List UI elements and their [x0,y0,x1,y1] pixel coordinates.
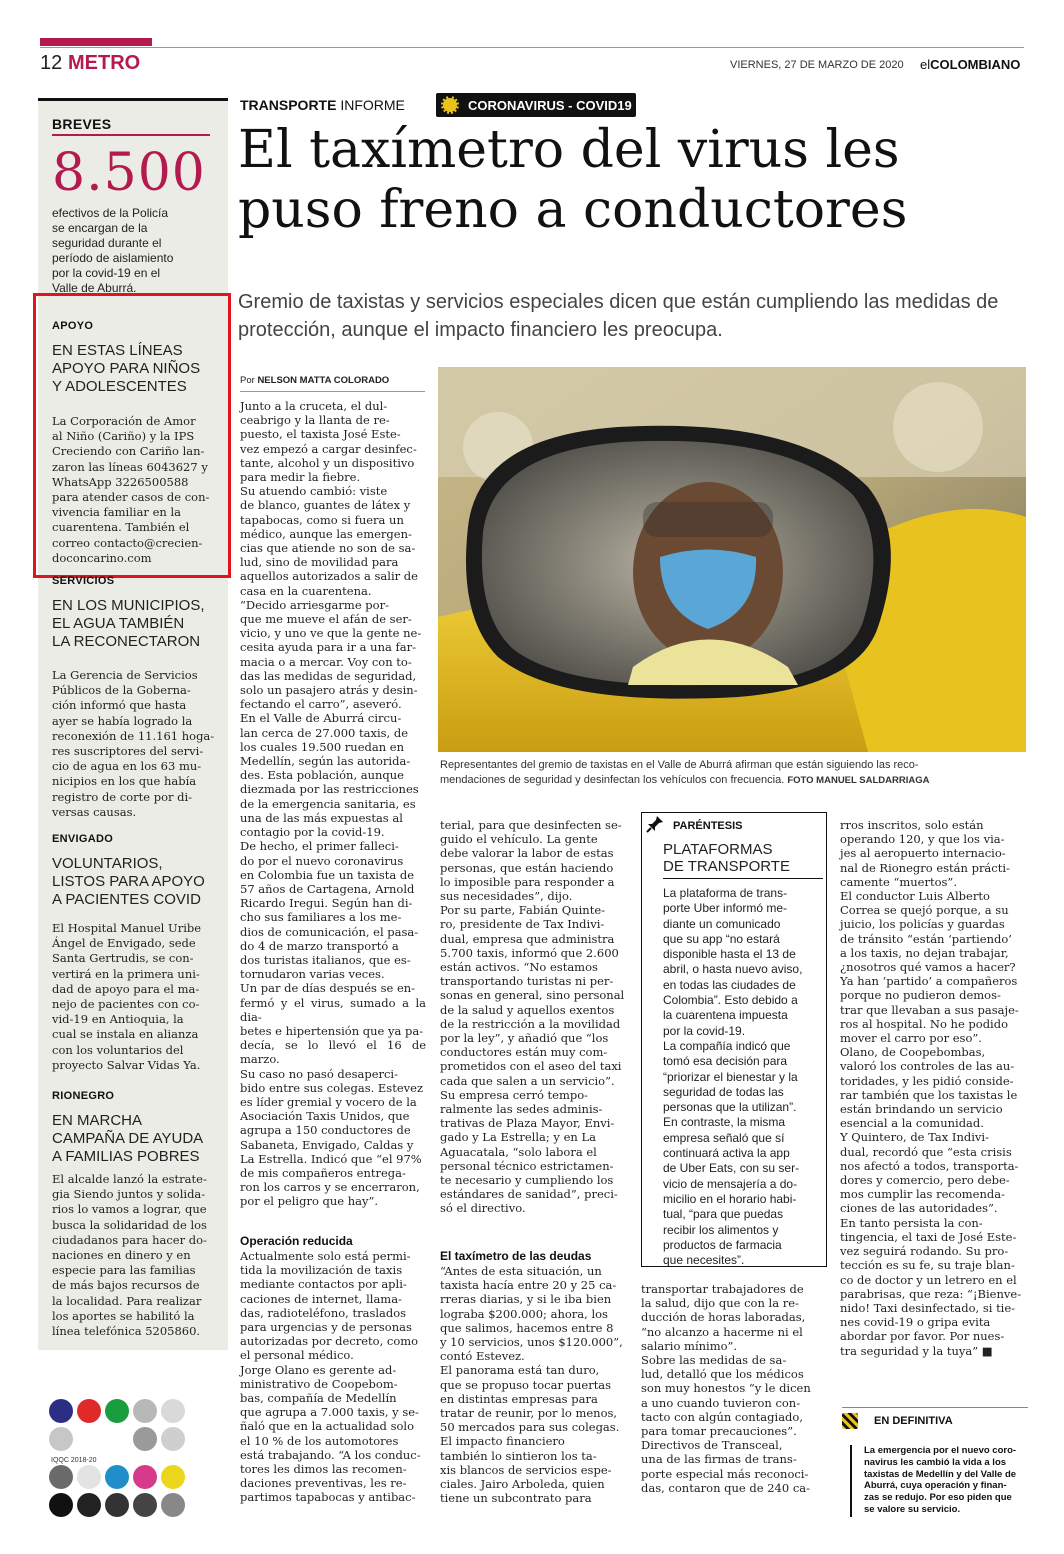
en-definitiva-body: La emergencia por el nuevo coro- navirus les cambió la vida a los taxistas de Medellín y del Valle de Aburrá, cuya operación y finan- zas se redujo. Por eso piden que se valore su servicio. [850,1445,1025,1517]
sidebar-top-rule [38,98,228,101]
color-bar-label: IQQC 2018-20 [51,1457,97,1464]
category-light: INFORME [340,97,405,113]
en-definitiva-rule [842,1407,1028,1408]
color-swatch [133,1465,157,1489]
logo-main: COLOMBIANO [930,57,1021,72]
color-swatch [161,1399,185,1423]
virus-icon [441,96,459,114]
header-rule [40,47,1024,48]
color-swatch [105,1493,129,1517]
envigado-heading: ENVIGADO [52,833,114,845]
photo-illustration [438,367,1026,752]
article-column-1b: Actualmente solo está permi- tida la movilización de taxis mediante contactos por apli- caciones de internet, llama- das, radioteléfono, traslados para urgencias y de personas autorizadas por decreto, como el personal médico. Jorge Olano es gerente ad- ministrativo de Coopebom- bas, compañía de Medellín que agrupa a 7.000 taxis, y se- ñaló que en la actualidad solo el 10 % de los automotores está trabajando. “A los conduc- tores les dimos las recomen- daciones preventivas, les re- partimos tapabocas y antibac- [240,1249,421,1505]
logo-prefix: el [920,57,931,72]
color-swatch [161,1427,185,1451]
servicios-heading: SERVICIOS [52,575,115,587]
color-swatch [77,1493,101,1517]
photo-caption [440,758,1025,788]
section-name: METRO [68,52,141,74]
rionegro-title: EN MARCHA CAMPAÑA DE AYUDA A FAMILIAS POBRES [52,1112,204,1165]
parentesis-body: La plataforma de trans- porte Uber informó me- diante un comunicado que su app “no estará disponible hasta el 13 de abril, o hasta nuevo aviso, en todas las ciudades de Colombia”. Esto debido a la cuarentena impuesta por la covid-19. La compañía indicó que tomó esa decisión para “priorizar el bienestar y la seguridad de todas las personas que la utilizan”. En contraste, la misma empresa señaló que sí continuará activa la app de Uber Eats, con su ser- vicio de mensajería a do- micilio en el horario habi- tual, “para que puedas recibir los alimentos y productos de farmacia que necesites”. [663,886,803,1268]
rionegro-heading: RIONEGRO [52,1090,115,1102]
byline-author: NELSON MATTA COLORADO [257,375,390,386]
byline [240,375,389,386]
caption-text: Representantes del gremio de taxistas en el Valle de Aburrá afirman que están siguiendo las reco- mendaciones de seguridad y desinfectan los vehículos con frecuencia. [440,759,919,786]
envigado-title: VOLUNTARIOS, LISTOS PARA APOYO A PACIENTES COVID [52,855,205,908]
breves-big-number: 8.500 [52,143,206,203]
color-registration-bar [45,1395,195,1520]
publication-date: VIERNES, 27 DE MARZO DE 2020 [730,59,904,71]
article-column-2b: “Antes de esta situación, un taxista hacía entre 20 y 25 ca- rreras diarias, y si le iba bien lograba $200.000; ahora, los que salimos, hacemos entre 8 y 10 servicios, unos $120.000”, contó Estevez. El panorama está tan duro, que se propuso tocar puertas en distintas empresas para tratar de reunir, por lo menos, 50 mercados para sus colegas. El impacto financiero también lo sintieron los ta- xis blancos de servicios espe- ciales. Jairo Arboleda, quien tiene un subcontrato para [440,1264,623,1506]
rionegro-body: El alcalde lanzó la estrate- gia Siendo juntos y solida- rios lo vamos a lograr, que busca la solidaridad de los ciudadanos para hacer do- naciones en dinero y en especie para las familias de más bajos recursos de la localidad. Para realizar los aportes se habilitó la línea telefónica 5205860. [52,1172,207,1339]
color-swatch [49,1493,73,1517]
apoyo-body: La Corporación de Amor al Niño (Cariño) y la IPS Creciendo con Cariño lan- zaron las líneas 6043627 y WhatsApp 3226500588 para atender casos de con- vivencia familiar en la cuarentena. También el correo contacto@crecien- doconcarino.com [52,414,210,565]
breves-number-text: efectivos de la Policía se encargan de la seguridad durante el período de aislamiento por la covid-19 en el Valle de Aburrá. [52,206,174,295]
taxi-checker-icon [842,1413,858,1429]
pushpin-icon [646,815,664,837]
byline-rule [240,391,425,392]
en-definitiva-heading: EN DEFINITIVA [874,1415,953,1427]
color-swatch [133,1493,157,1517]
article-category [240,97,405,113]
breves-rule [52,134,210,136]
subheading-deudas: El taxímetro de las deudas [440,1249,592,1263]
subheadline: Gremio de taxistas y servicios especiales dicen que están cumpliendo las medidas de protección, aunque el impacto financiero les preocupa. [238,291,999,341]
headline: El taxímetro del virus les puso freno a conductores [238,120,908,240]
parentesis-heading: PARÉNTESIS [673,820,743,832]
article-column-3: transportar trabajadores de la salud, dijo que con la re- ducción de horas laboradas, “no alcanzo a hacerme ni el salario mínimo”. Sobre las medidas de sa- lud, detalló que los médicos son muy honestos “y le dicen a uno cuando tuvieron con- tacto con algún contagiado, para tomar precauciones”. Directivos de Transceal, una de las firmas de trans- porte especial más reconoci- das, contaron que de 240 ca- [641,1282,811,1495]
servicios-title: EN LOS MUNICIPIOS, EL AGUA TAMBIÉN LA RECONECTARON [52,597,205,650]
color-swatch [133,1427,157,1451]
parentesis-rule [663,878,823,879]
color-swatch [49,1427,73,1451]
taxi-driver-photo [438,367,1026,752]
newspaper-logo [920,57,1020,72]
servicios-body: La Gerencia de Servicios Públicos de la Goberna- ción informó que hasta ayer se había logrado la reconexión de 11.161 hoga- res suscriptores del servi- cio de agua en los 63 mu- nicipios en los que había registro de corte por di- versas causas. [52,668,215,819]
highlight-box [33,293,231,578]
color-swatch [133,1399,157,1423]
breves-heading: BREVES [52,116,112,132]
color-swatch [77,1399,101,1423]
color-swatch [161,1493,185,1517]
article-column-4: rros inscritos, solo están operando 120, y que los via- jes al aeropuerto internacio- nal de Rionegro están prácti- camente “muertos”. El conductor Luis Alberto Correa se quejó porque, a su juicio, los policías y guardas de tránsito “están ‘partiendo’ a los taxis, no dejan trabajar, ¿nosotros qué vamos a hacer? Ya han ‘partido’ a compañeros porque no pudieron demos- trar que llevaban a sus pasaje- ros al hospital. No he podido mover el carro por eso”. Olano, de Coopebombas, valoró los controles de las au- toridades, y les pidió conside- rar también que los taxistas le están brindando un servicio esencial a la comunidad. Y Quintero, de Tax Indivi- dual, recordó que “esta crisis nos afectó a todos, transporta- dores y comercio, pero debe- mos cumplir las recomenda- ciones de las autoridades”. En tanto persista la con- tingencia, el taxi de José Este- vez seguirá rodando. Su pro- tección es su fe, su traje blan- co de doctor y un letrero en el parabrisas, que reza: “¡Bienve- nido! Taxi desinfectado, si tie- nes covid-19 o gripa evita abordar por favor. Por nues- tra seguridad y la tuya” ■ [840,818,1022,1358]
article-column-2: terial, para que desinfecten se- guido el vehículo. La gente debe valorar la labor de estas personas, que están haciendo lo imposible para responder a sus necesidades”, dijo. Por su parte, Fabián Quinte- ro, presidente de Tax Indivi- dual, empresa que administra 5.700 taxis, informó que 2.600 están activos. “No estamos transportando turistas ni per- sonas en general, sino personal de la salud y aquellos exentos de la restricción a la movilidad por la ley”, y añadió que “los conductores están muy com- prometidos con el aseo del taxi cada que salen a un servicio”. Su empresa cerró tempo- ralmente las sedes adminis- trativas de Plaza Mayor, Envi- gado y La Estrella; y en La Aguacatala, “solo labora el personal técnico estrictamen- te necesario y cumpliendo los estándares de sanidad”, preci- só el directivo. [440,818,625,1216]
color-swatch [49,1465,73,1489]
color-swatch [105,1399,129,1423]
subheading-operacion: Operación reducida [240,1234,353,1248]
color-swatch [77,1465,101,1489]
color-swatch [161,1465,185,1489]
byline-prefix: Por [240,375,255,386]
category-bold: TRANSPORTE [240,97,337,113]
apoyo-title: EN ESTAS LÍNEAS APOYO PARA NIÑOS Y ADOLESCENTES [52,342,201,395]
color-swatch [105,1465,129,1489]
parentesis-title: PLATAFORMAS DE TRANSPORTE [663,841,790,875]
envigado-body: El Hospital Manuel Uribe Ángel de Envigado, sede Santa Gertrudis, se con- vertirá en la primera uni- dad de apoyo para el ma- nejo de pacientes con co- vid-19 en Antioquia, la cual se instala en alianza con los voluntarios del proyecto Salvar Vidas Ya. [52,921,202,1072]
page-number: 12 [40,52,63,74]
section-color-bar [40,38,152,46]
covid-badge-label: CORONAVIRUS - COVID19 [468,98,632,113]
apoyo-heading: APOYO [52,320,94,332]
color-swatch [49,1399,73,1423]
article-column-1: Junto a la cruceta, el dul- ceabrigo y la llanta de re- puesto, el taxista José Este- vez empezó a cargar desinfec- tante, alcohol y un dispositivo para medir la fiebre. Su atuendo cambió: viste de blanco, guantes de látex y tapabocas, como si fuera un médico, aunque las emergen- cias que atiende no son de sa- lud, sino de movilidad para aquellos autorizados a salir de casa en la cuarentena. “Decido arriesgarme por- que me mueve el afán de ser- vicio, y uno ve que la gente ne- cesita ayuda para ir a una far- macia o a mercar. Voy con to- das las medidas de seguridad, solo un pasajero atrás y desin- fectando el carro”, aseveró. En el Valle de Aburrá circu- lan cerca de 27.000 taxis, de los cuales 19.500 ruedan en Medellín, según las autorida- des. Esta población, aunque diezmada por las restricciones de la emergencia sanitaria, es una de las más expuestas al contagio por la covid-19. De hecho, el primer falleci- do por el nuevo coronavirus en Colombia fue un taxista de 57 años de Cartagena, Arnold Ricardo Iregui. Según han di- cho sus familiares a los me- dios de comunicación, el pasa- do 4 de marzo transportó a dos turistas italianos, que es- tornudaron varias veces. Un par de días después se en- fermó y el virus, sumado a la dia- betes e hipertensión que ya pa- decía, se lo llevó el 16 de marzo. Su caso no pasó desaperci- bido entre sus colegas. Estevez es líder gremial y vocero de la Asociación Taxis Unidos, que agrupa a 150 conductores de Sabaneta, Envigado, Caldas y La Estrella. Indicó que “el 97% de mis compañeros entrega- ron los carros y se encerraron, por el peligro que hay”. [240,399,426,1209]
photo-credit: FOTO MANUEL SALDARRIAGA [787,775,930,786]
